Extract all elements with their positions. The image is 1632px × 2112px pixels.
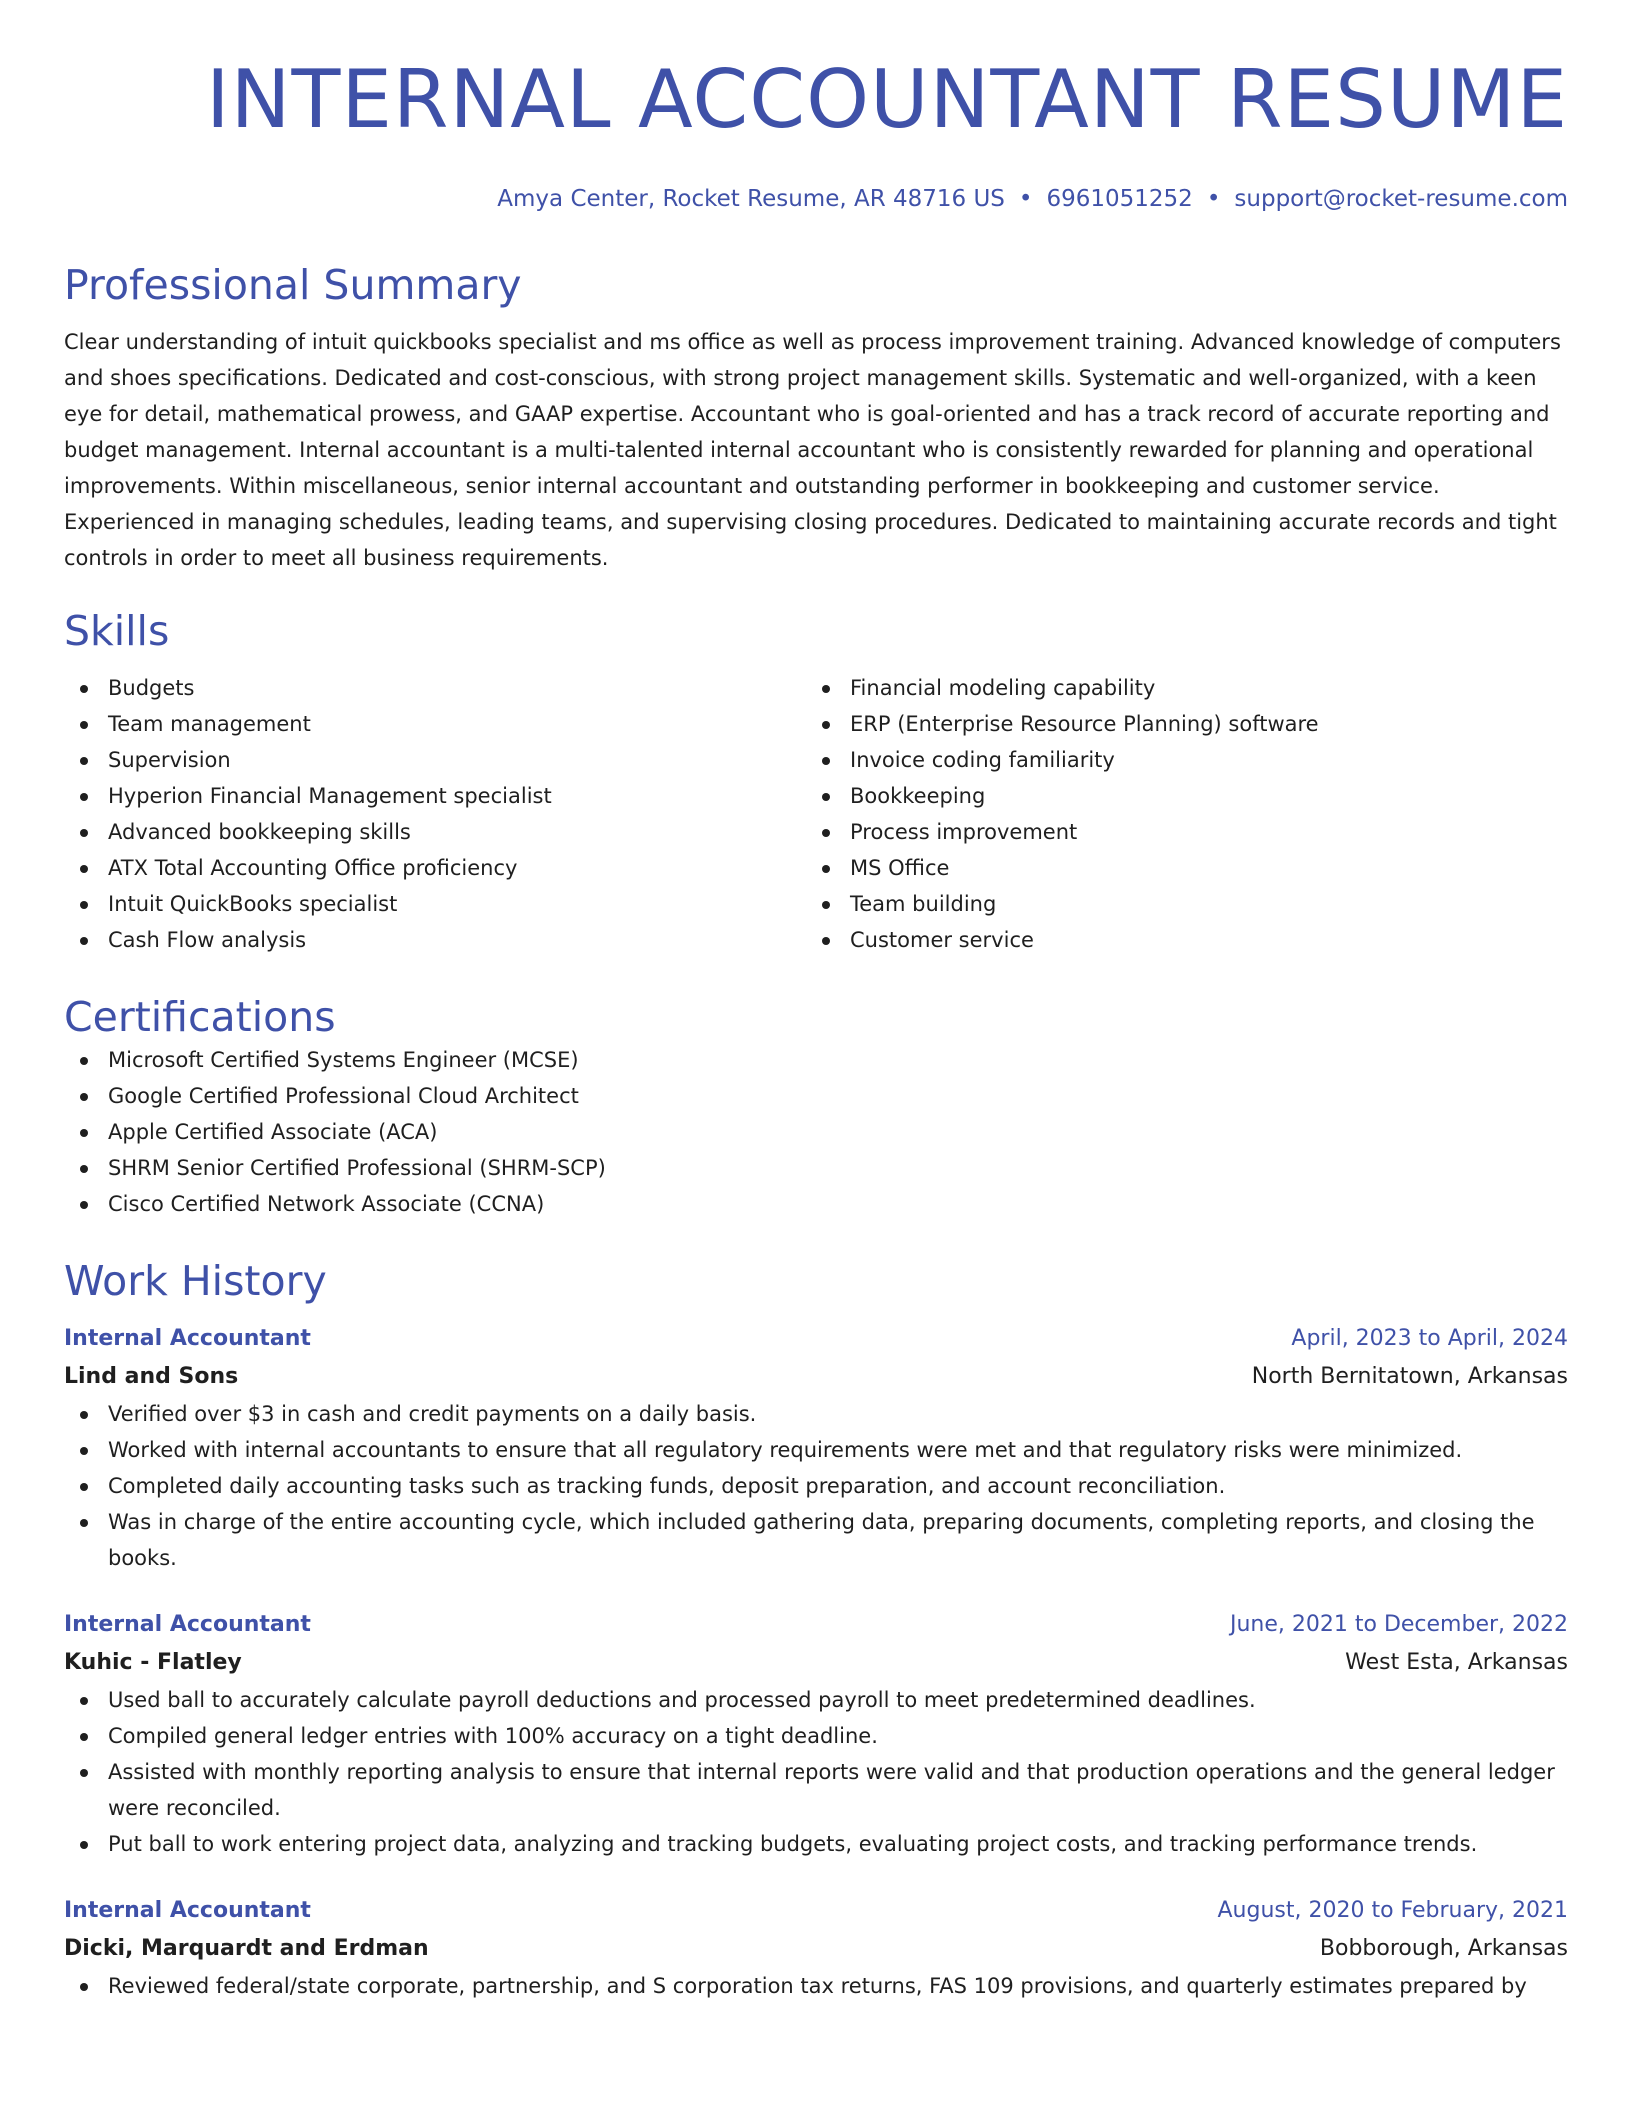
- skill-item: Advanced bookkeeping skills: [64, 814, 806, 850]
- skill-item: Bookkeeping: [806, 778, 1548, 814]
- job-bullet: Put ball to work entering project data, analyzing and tracking budgets, evaluating project costs, and tracking performance trends.: [64, 1826, 1568, 1862]
- skills-list-left: [64, 670, 806, 958]
- job-bullet: Used ball to accurately calculate payroll deductions and processed payroll to meet predetermined deadlines.: [64, 1682, 1568, 1718]
- job-dates: June, 2021 to December, 2022: [1229, 1612, 1568, 1637]
- job-location: West Esta, Arkansas: [1345, 1650, 1568, 1675]
- job-bullet: Compiled general ledger entries with 100% accuracy on a tight deadline.: [64, 1718, 1568, 1754]
- job-title: Internal Accountant: [64, 1612, 311, 1637]
- job-dates: August, 2020 to February, 2021: [1217, 1898, 1568, 1923]
- certification-item: Apple Certified Associate (ACA): [64, 1114, 1568, 1150]
- skill-item: Financial modeling capability: [806, 670, 1548, 706]
- certification-item: SHRM Senior Certified Professional (SHRM-SCP): [64, 1150, 1568, 1186]
- resume-page: [64, 0, 1568, 2004]
- skill-item: Hyperion Financial Management specialist: [64, 778, 806, 814]
- resume-title: INTERNAL ACCOUNTANT RESUME: [206, 53, 1568, 146]
- skill-item: ERP (Enterprise Resource Planning) software: [806, 706, 1548, 742]
- job-entry: [64, 1892, 1568, 2004]
- skills-column-left: [64, 670, 806, 958]
- job-bullet: Completed daily accounting tasks such as tracking funds, deposit preparation, and account reconciliation.: [64, 1468, 1568, 1504]
- job-company-row: [64, 1644, 1568, 1682]
- contact-separator: •: [1018, 186, 1033, 212]
- contact-phone: 6961051252: [1046, 186, 1193, 212]
- skill-item: Supervision: [64, 742, 806, 778]
- job-company: Dicki, Marquardt and Erdman: [64, 1936, 429, 1961]
- skill-item: Intuit QuickBooks specialist: [64, 886, 806, 922]
- job-bullet: Worked with internal accountants to ensure that all regulatory requirements were met and that regulatory risks were minimized.: [64, 1432, 1568, 1468]
- contact-separator: •: [1206, 186, 1221, 212]
- job-header-row: [64, 1606, 1568, 1644]
- skills-list-right: [806, 670, 1548, 958]
- skill-item: Cash Flow analysis: [64, 922, 806, 958]
- skill-item: Team management: [64, 706, 806, 742]
- certifications-list: [64, 1042, 1568, 1222]
- certification-item: Google Certified Professional Cloud Architect: [64, 1078, 1568, 1114]
- section-title-work-history: Work History: [64, 1257, 327, 1305]
- contact-address: Amya Center, Rocket Resume, AR 48716 US: [497, 186, 1005, 212]
- skills-section: [64, 606, 1568, 958]
- job-header-row: [64, 1892, 1568, 1930]
- work-history-section: [64, 1256, 1568, 2004]
- job-header-row: [64, 1320, 1568, 1358]
- job-company-row: [64, 1358, 1568, 1396]
- certification-item: Microsoft Certified Systems Engineer (MCSE): [64, 1042, 1568, 1078]
- skill-item: Customer service: [806, 922, 1548, 958]
- certifications-section: [64, 992, 1568, 1222]
- job-bullets: [64, 1396, 1568, 1576]
- skill-item: Invoice coding familiarity: [806, 742, 1548, 778]
- skill-item: Team building: [806, 886, 1548, 922]
- job-entry: [64, 1320, 1568, 1576]
- job-bullets: [64, 1968, 1568, 2004]
- job-company: Lind and Sons: [64, 1364, 239, 1389]
- summary-text: Clear understanding of intuit quickbooks specialist and ms office as well as process improvement training. Advanced knowledge of computers and shoes specifications. Dedicated and cost-conscious, with strong project management skills. Systematic and well-organized, with a keen eye for detail, mathematical prowess, and GAAP expertise. Accountant who is goal-oriented and has a track record of accurate reporting and budget management. Internal accountant is a multi-talented internal accountant who is consistently rewarded for planning and operational improvements. Within miscellaneous, senior internal accountant and outstanding performer in bookkeeping and customer service. Experienced in managing schedules, leading teams, and supervising closing procedures. Dedicated to maintaining accurate records and tight controls in order to meet all business requirements.: [64, 330, 1561, 570]
- skill-item: Budgets: [64, 670, 806, 706]
- job-bullet: Reviewed federal/state corporate, partnership, and S corporation tax returns, FAS 109 provisions, and quarterly estimates prepared by: [64, 1968, 1568, 2004]
- summary-section: [64, 260, 1568, 576]
- skill-item: Process improvement: [806, 814, 1548, 850]
- job-entry: [64, 1606, 1568, 1862]
- resume-header: [64, 0, 1568, 214]
- section-title-certifications: Certifications: [64, 993, 336, 1041]
- skills-column-right: [806, 670, 1548, 958]
- section-title-summary: Professional Summary: [64, 261, 522, 309]
- job-location: North Bernitatown, Arkansas: [1251, 1364, 1568, 1389]
- job-bullet: Verified over $3 in cash and credit payments on a daily basis.: [64, 1396, 1568, 1432]
- job-company-row: [64, 1930, 1568, 1968]
- skills-grid: [64, 670, 1568, 958]
- job-bullets: [64, 1682, 1568, 1862]
- skill-item: ATX Total Accounting Office proficiency: [64, 850, 806, 886]
- certification-item: Cisco Certified Network Associate (CCNA): [64, 1186, 1568, 1222]
- contact-email: support@rocket-resume.com: [1234, 186, 1568, 212]
- job-title: Internal Accountant: [64, 1898, 311, 1923]
- section-title-skills: Skills: [64, 607, 170, 655]
- job-bullet: Was in charge of the entire accounting cycle, which included gathering data, preparing documents, completing reports, and closing the books.: [64, 1504, 1568, 1576]
- job-bullet: Assisted with monthly reporting analysis to ensure that internal reports were valid and that production operations and the general ledger were reconciled.: [64, 1754, 1568, 1826]
- job-location: Bobborough, Arkansas: [1319, 1936, 1568, 1961]
- job-dates: April, 2023 to April, 2024: [1291, 1326, 1568, 1351]
- job-company: Kuhic - Flatley: [64, 1650, 242, 1675]
- skill-item: MS Office: [806, 850, 1548, 886]
- job-title: Internal Accountant: [64, 1326, 311, 1351]
- contact-line: [64, 184, 1568, 214]
